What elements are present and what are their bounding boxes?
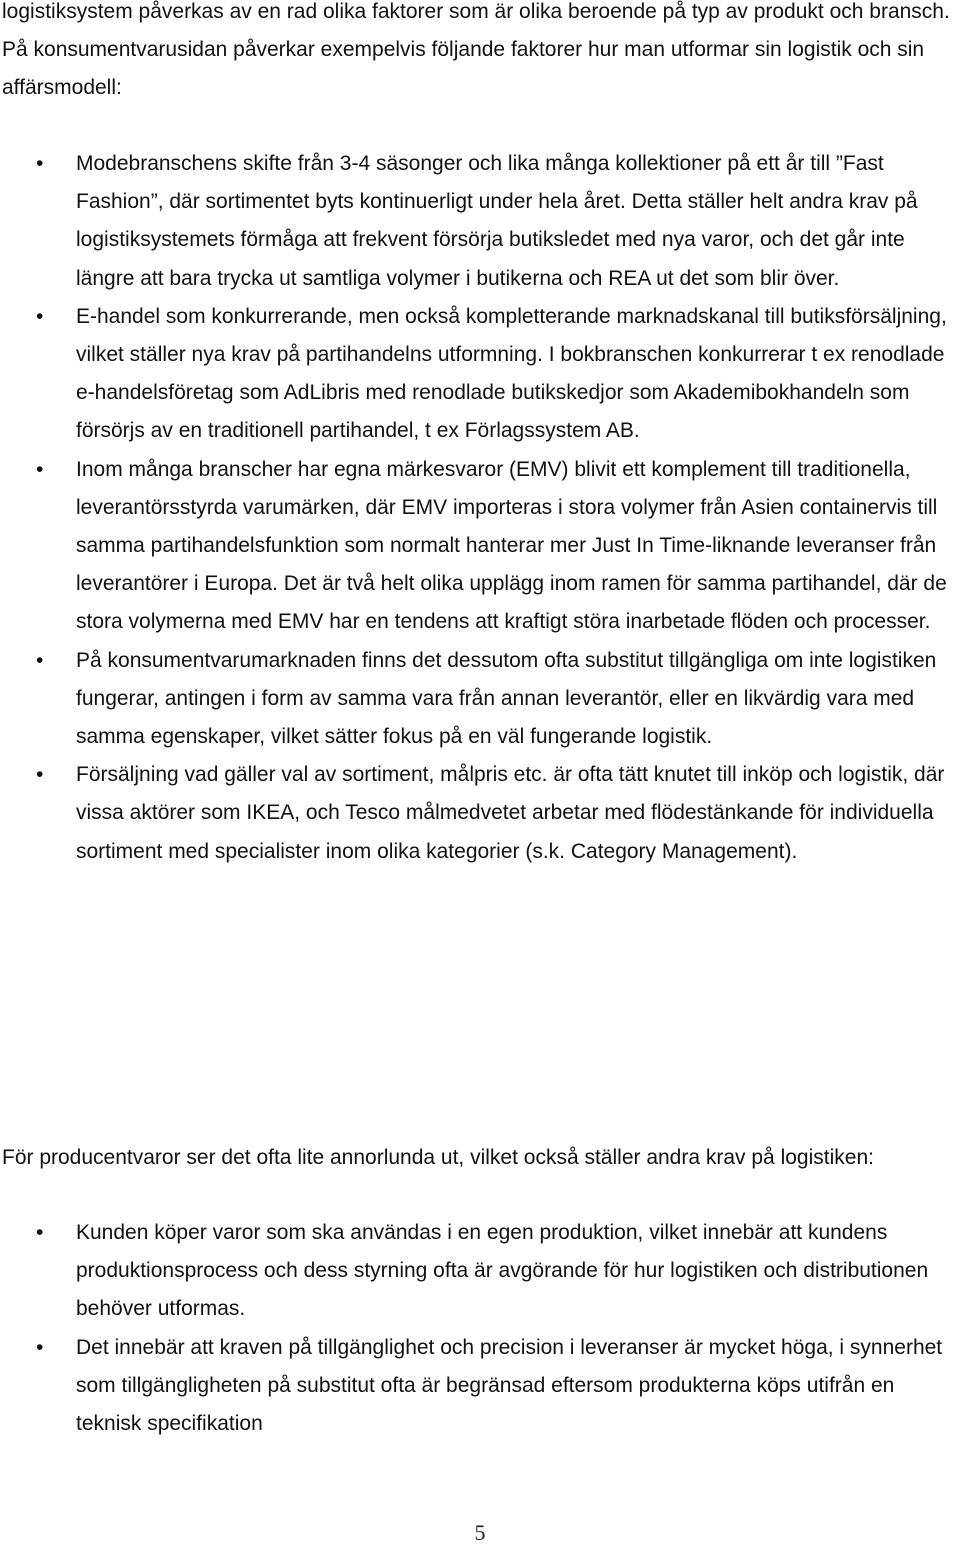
list-item-text: Kunden köper varor som ska användas i en egen produktion, vilket innebär att kundens produktionsprocess och dess styrning ofta är avgörande för hur logistiken och distributionen behöver utformas. [76, 1221, 929, 1321]
list-item [0, 1329, 956, 1444]
list-item [0, 642, 956, 757]
list-item-text: E-handel som konkurrerande, men också kompletterande marknadskanal till butiksförsäljning, vilket ställer nya krav på partihandelns utformning. I bokbranschen konkurrerar t ex renodlade e-handelsföretag som AdLibris med renodlade butikskedjor som Akademibokhandeln som försörjs av en traditionell partihandel, t ex Förlagssystem AB. [76, 304, 947, 443]
bullet-icon: • [36, 1221, 44, 1244]
list-item-text: Försäljning vad gäller val av sortiment, målpris etc. är ofta tätt knutet till inköp och logistik, där vissa aktörer som IKEA, och Tesco målmedvetet arbetar med flödestänkande för individuella sortiment med specialister inom olika kategorier (s.k. Category Management). [76, 763, 945, 863]
list-item [0, 145, 956, 298]
bullet-icon: • [36, 152, 44, 175]
intro-paragraph: logistiksystem påverkas av en rad olika faktorer som är olika beroende på typ av produkt och bransch. På konsumentvarusidan påverkar exempelvis följande faktorer hur man utformar sin logistik och sin affärsmodell: [2, 0, 950, 100]
page-number: 5 [474, 1520, 486, 1545]
list-item-text: Modebranschens skifte från 3-4 säsonger och lika många kollektioner på ett år till ”Fast Fashion”, där sortimentet byts kontinuerligt under hela året. Detta ställer helt andra krav på logistiksystemets förmåga att frekvent försörja butiksledet med nya varor, och det går inte längre att bara trycka ut samtliga volymer i butikerna och REA ut det som blir över. [76, 152, 918, 290]
list-item-text: På konsumentvarumarknaden finns det dessutom ofta substitut tillgängliga om inte logistiken fungerar, antingen i form av samma vara från annan leverantör, eller en likvärdig vara med samma egenskaper, vilket sätter fokus på en väl fungerande logistik. [76, 648, 937, 749]
bullet-icon: • [36, 648, 44, 672]
bullet-icon: • [36, 763, 44, 787]
list-item-text: Inom många branscher har egna märkesvaror (EMV) blivit ett komplement till traditionella, leverantörsstyrda varumärken, där EMV importeras i stora volymer från Asien containervis till samma partihandelsfunktion som normalt hanterar mer Just In Time-liknande leveranser från leverantörer i Europa. Det är två helt olika upplägg inom ramen för samma partihandel, där de stora volymerna med EMV har en tendens att kraftigt störa inarbetade flöden och processer. [76, 457, 947, 634]
list-item-text: Det innebär att kraven på tillgänglighet och precision i leveranser är mycket höga, i synnerhet som tillgängligheten på substitut ofta är begränsad eftersom produkterna köps utifrån en teknisk specifikation [76, 1335, 943, 1436]
list-item [0, 756, 956, 871]
producer-paragraph: För producentvaror ser det ofta lite annorlunda ut, vilket också ställer andra krav på logistiken: [2, 1146, 874, 1169]
list-item [0, 298, 956, 451]
producer-factors-list [0, 1214, 960, 1443]
list-item [0, 451, 956, 642]
bullet-icon: • [36, 1335, 44, 1359]
list-item [0, 1214, 956, 1329]
bullet-icon: • [36, 304, 44, 328]
consumer-factors-list [0, 145, 960, 871]
bullet-icon: • [36, 457, 44, 481]
